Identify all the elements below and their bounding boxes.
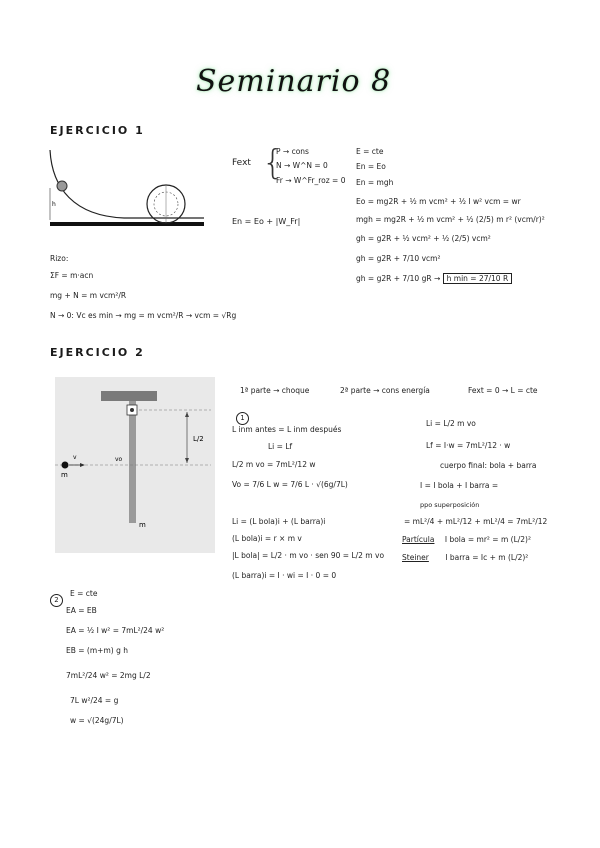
particle-text: I bola = mr² = m (L/2)² (444, 535, 531, 544)
energy-line-7: gh = g2R + 7/10 vcm² (356, 254, 441, 263)
steiner-line (402, 552, 528, 563)
fext-line-1: P → cons (276, 147, 309, 156)
plan-part1: 1ª parte → choque (240, 386, 310, 395)
svg-text:h: h (52, 201, 56, 208)
step2-marker: 2 (50, 587, 63, 607)
steiner-tag: Steiner (402, 553, 429, 562)
fext-label: Fext (232, 158, 251, 168)
superpos-equation: = mL²/4 + mL²/12 + mL²/4 = 7mL²/12 (404, 517, 548, 526)
ex2-left-line-4: Vo = 7/6 L w = 7/6 L · √(6g/7L) (232, 480, 348, 489)
superpos-label: ppo superposición (420, 501, 480, 509)
label-v: v (73, 454, 77, 461)
exercise2-figure (55, 377, 215, 553)
step2-line-6: 7L w²/24 = g (70, 696, 119, 705)
step2-line-4: EB = (m+m) g h (66, 646, 128, 655)
particle-tag: Partícula (402, 535, 435, 544)
en-equation: En = Eo + |W_Fr| (232, 217, 301, 226)
energy-line-4: Eo = mg2R + ½ m vcm² + ½ I w² vcm = wr (356, 197, 521, 206)
ex2-bottom-line-3: |L bola| = L/2 · m vo · sen 90 = L/2 m vo (232, 551, 385, 560)
rizo-line-4: N → 0: Vc es min → mg = m vcm²/R → vcm = √Rg (50, 311, 237, 320)
step2-line-3: EA = ½ I w² = 7mL²/24 w² (66, 626, 165, 635)
energy-line-6: gh = g2R + ½ vcm² + ½ (2/5) vcm² (356, 234, 491, 243)
step2-line-2: EA = EB (66, 606, 97, 615)
step2-line-1: E = cte (70, 589, 98, 598)
ex2-bottom-line-2: (L bola)i = r × m v (232, 534, 302, 543)
page-title: Seminario 8 (196, 64, 392, 99)
step2-line-7: w = √(24g/7L) (70, 716, 124, 725)
energy-line-1: E = cte (356, 147, 384, 156)
energy-line-3: En = mgh (356, 178, 394, 187)
exercise1-figure (44, 148, 206, 234)
label-m-ball: m (61, 471, 68, 479)
label-m-bar: m (139, 521, 146, 529)
ex2-right-line-3: cuerpo final: bola + barra (440, 461, 537, 470)
ex2-right-line-1: Li = L/2 m vo (426, 419, 476, 428)
result-box: h min = 27/10 R (443, 273, 513, 284)
exercise2-heading: EJERCICIO 2 (50, 346, 145, 359)
step2-line-5: 7mL²/24 w² = 2mg L/2 (66, 671, 151, 680)
rizo-line-2: ΣF = m·acn (50, 271, 94, 280)
result-line (356, 273, 512, 284)
result-prefix: gh = g2R + 7/10 gR → (356, 274, 441, 283)
ex2-bottom-line-4: (L barra)i = I · wi = I · 0 = 0 (232, 571, 337, 580)
ex2-left-line-1: L inm antes = L inm después (232, 425, 342, 434)
steiner-text: I barra = Ic + m (L/2)² (445, 553, 529, 562)
energy-line-5: mgh = mg2R + ½ m vcm² + ½ (2/5) m r² (vcm/r)² (356, 215, 545, 224)
ex2-bottom-line-1: Li = (L bola)i + (L barra)i (232, 517, 326, 526)
fext-brace: { (262, 143, 284, 183)
fext-line-2: N → W^N = 0 (276, 161, 328, 170)
rizo-line-3: mg + N = m vcm²/R (50, 291, 127, 300)
ex2-left-line-2: Li = Lf (268, 442, 293, 451)
fext-line-3: Fr → W^Fr_roz = 0 (276, 176, 346, 185)
label-vo: vo (115, 456, 123, 463)
step1-marker: 1 (236, 405, 249, 425)
rizo-line-1: Rizo: (50, 254, 69, 263)
particle-line (402, 534, 531, 545)
energy-line-2: En = Eo (356, 162, 386, 171)
exercise1-heading: EJERCICIO 1 (50, 124, 145, 137)
label-l2: L/2 (193, 435, 204, 443)
plan-part2: 2ª parte → cons energía (340, 386, 430, 395)
ex2-right-line-4: I = I bola + I barra = (420, 481, 499, 490)
ex2-right-line-2: Lf = I·w = 7mL²/12 · w (426, 441, 511, 450)
plan-part3: Fext = 0 → L = cte (468, 386, 538, 395)
ex2-left-line-3: L/2 m vo = 7mL²/12 w (232, 460, 316, 469)
